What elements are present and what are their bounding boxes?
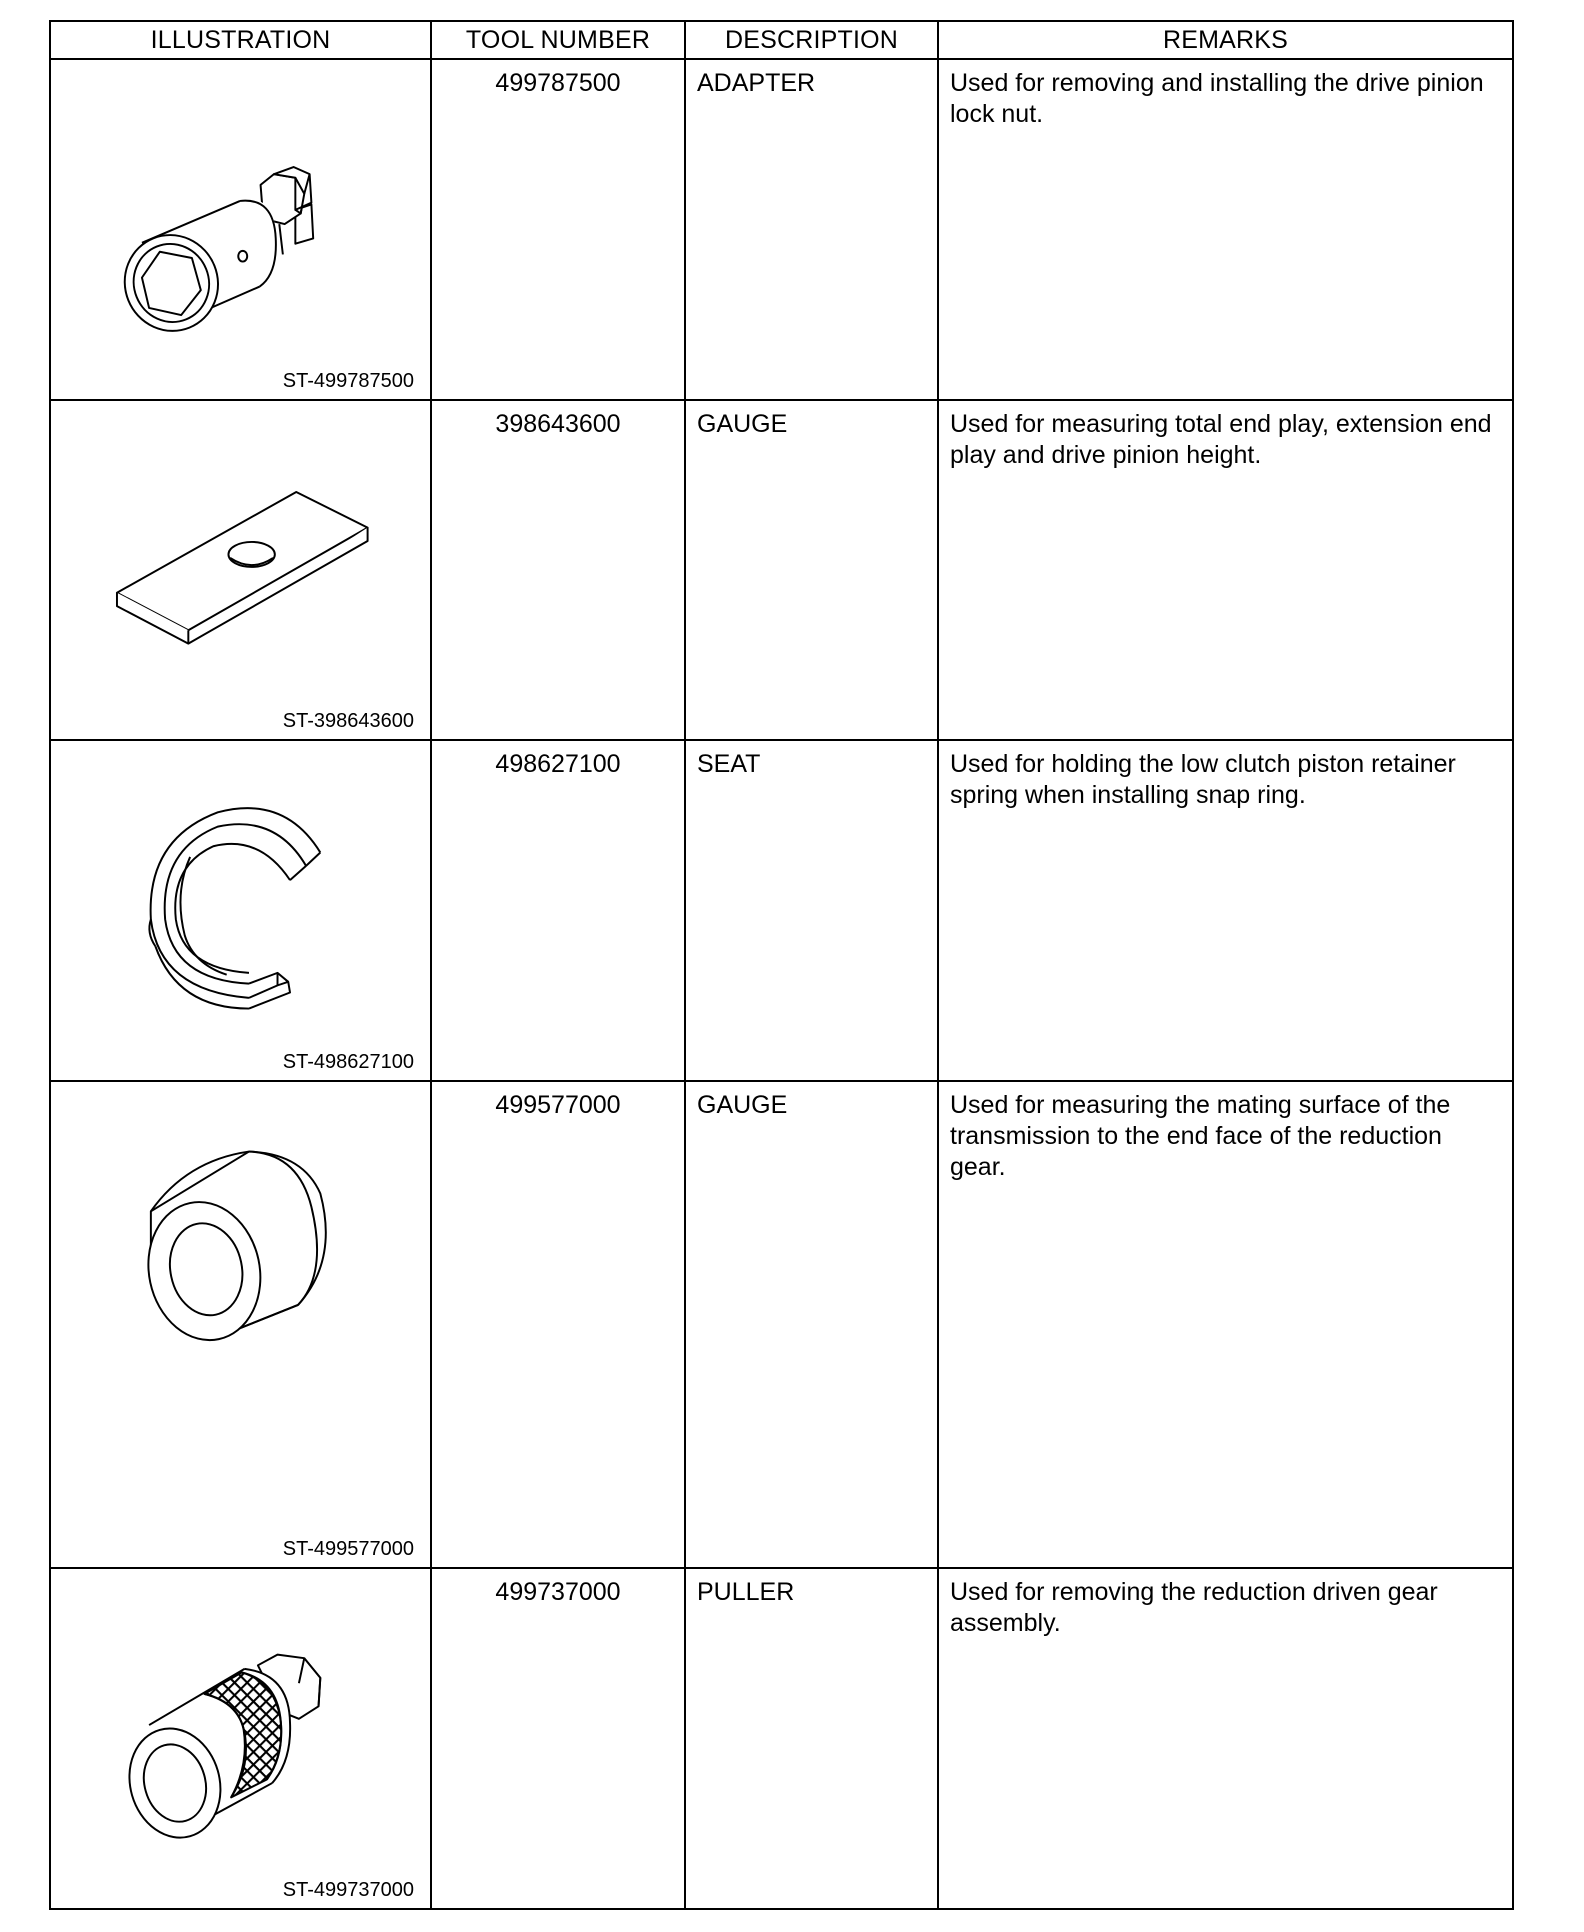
illustration-cell	[50, 740, 431, 1081]
remarks-cell: Used for measuring total end play, extension end play and drive pinion height.	[938, 400, 1513, 741]
remarks-cell: Used for measuring the mating surface of the transmission to the end face of the reduction gear.	[938, 1081, 1513, 1568]
seat-ring-icon	[51, 741, 430, 1071]
remarks-cell: Used for removing the reduction driven gear assembly.	[938, 1568, 1513, 1909]
table-row	[50, 400, 1513, 741]
illustration-cell	[50, 1081, 431, 1568]
tool-number-cell: 499577000	[431, 1081, 685, 1568]
header-tool-number: TOOL NUMBER	[431, 21, 685, 59]
description-cell: GAUGE	[685, 1081, 938, 1568]
remarks-cell: Used for removing and installing the drive pinion lock nut.	[938, 59, 1513, 400]
illustration-cell	[50, 1568, 431, 1909]
table-row	[50, 740, 1513, 1081]
header-illustration: ILLUSTRATION	[50, 21, 431, 59]
illustration-code: ST-499787500	[282, 369, 414, 392]
tool-number-cell: 398643600	[431, 400, 685, 741]
table-row	[50, 1081, 1513, 1568]
tool-number-cell: 499787500	[431, 59, 685, 400]
tools-table	[49, 20, 1514, 1910]
tool-number-cell: 498627100	[431, 740, 685, 1081]
table-row	[50, 59, 1513, 400]
tool-number-cell: 499737000	[431, 1568, 685, 1909]
header-description: DESCRIPTION	[685, 21, 938, 59]
puller-knurled-icon	[51, 1569, 430, 1899]
gauge-cylinder-icon	[51, 1082, 430, 1412]
table-row	[50, 1568, 1513, 1909]
gauge-plate-icon	[51, 401, 430, 731]
illustration-code: ST-398643600	[282, 710, 414, 733]
illustration-code: ST-499737000	[282, 1879, 414, 1901]
remarks-cell: Used for holding the low clutch piston retainer spring when installing snap ring.	[938, 740, 1513, 1081]
header-row	[50, 21, 1513, 59]
illustration-cell	[50, 400, 431, 741]
description-cell: SEAT	[685, 740, 938, 1081]
header-remarks: REMARKS	[938, 21, 1513, 59]
description-cell: ADAPTER	[685, 59, 938, 400]
description-cell: PULLER	[685, 1568, 938, 1909]
illustration-cell	[50, 59, 431, 400]
description-cell: GAUGE	[685, 400, 938, 741]
illustration-code: ST-498627100	[282, 1050, 414, 1073]
illustration-code: ST-499577000	[282, 1538, 414, 1561]
adapter-socket-icon	[51, 60, 430, 390]
